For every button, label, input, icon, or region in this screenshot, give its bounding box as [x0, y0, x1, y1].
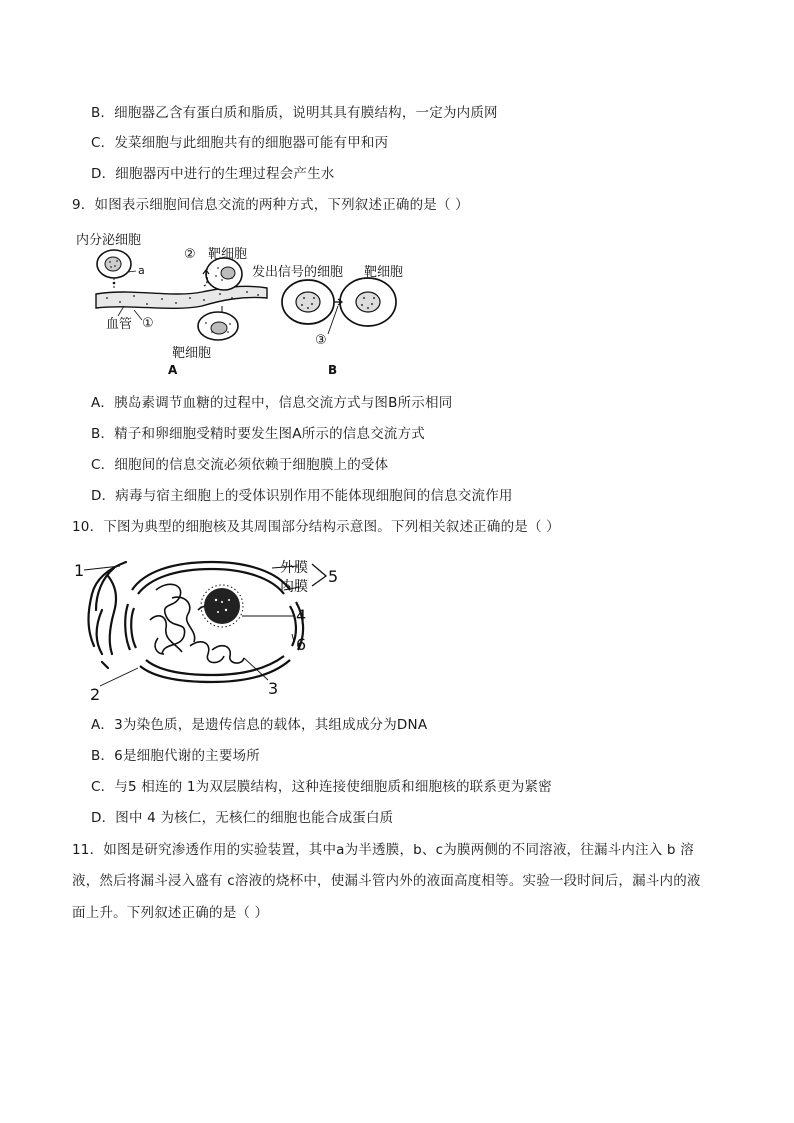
- label-2: 2: [90, 685, 101, 704]
- label-5: 5: [328, 567, 339, 586]
- target-cell-bottom: [198, 306, 238, 340]
- label-3: ③: [315, 333, 327, 348]
- label-6: 6: [296, 635, 307, 654]
- q10-stem: 10．下图为典型的细胞核及其周围部分结构示意图。下列相关叙述正确的是（ ）: [72, 519, 560, 535]
- q8-option-b: B．细胞器乙含有蛋白质和脂质，说明其具有膜结构，一定为内质网: [91, 105, 498, 121]
- label-figure-b: B: [328, 363, 338, 377]
- q8-option-d: D．细胞器丙中进行的生理过程会产生水: [91, 166, 335, 182]
- label-endocrine-cell: 内分泌细胞: [76, 233, 142, 248]
- q11-stem-line-3: 面上升。下列叙述正确的是（ ）: [72, 905, 269, 921]
- target-cell-top: [203, 258, 242, 290]
- q9-option-d: D．病毒与宿主细胞上的受体识别作用不能体现细胞间的信息交流作用: [91, 488, 513, 504]
- label-figure-a: A: [168, 363, 178, 377]
- q10-option-a: A．3为染色质，是遗传信息的载体，其组成成分为DNA: [91, 717, 428, 733]
- label-a: a: [138, 264, 145, 277]
- label-1: ①: [142, 316, 154, 331]
- target-cell-b: [340, 278, 396, 326]
- nucleolus: [201, 585, 243, 627]
- label-2: ②: [184, 247, 196, 262]
- label-target-cell-b: 靶细胞: [364, 265, 404, 280]
- q9-option-a: A．胰岛素调节血糖的过程中，信息交流方式与图B所示相同: [91, 395, 453, 411]
- q10-option-b: B．6是细胞代谢的主要场所: [91, 748, 260, 764]
- q10-option-d: D．图中 4 为核仁，无核仁的细胞也能合成蛋白质: [91, 810, 394, 826]
- q8-option-c: C．发菜细胞与此细胞共有的细胞器可能有甲和丙: [91, 135, 389, 151]
- label-1: 1: [74, 561, 85, 580]
- q9-option-b: B．精子和卵细胞受精时要发生图A所示的信息交流方式: [91, 426, 425, 442]
- blood-vessel: [96, 286, 267, 308]
- label-target-cell-bottom: 靶细胞: [172, 346, 212, 361]
- label-target-cell-top: 靶细胞: [208, 247, 248, 262]
- label-outer-membrane: 外膜: [280, 560, 308, 576]
- q10-nucleus-figure: [72, 550, 342, 705]
- endocrine-cell: [97, 250, 131, 290]
- signal-sending-cell: [282, 280, 334, 324]
- q10-option-c: C．与5 相连的 1为双层膜结构，这种连接使细胞质和细胞核的联系更为紧密: [91, 779, 552, 795]
- label-4: 4: [296, 606, 307, 625]
- q11-stem-line-2: 液，然后将漏斗浸入盛有 c溶液的烧杯中，使漏斗管内外的液面高度相等。实验一段时间后，漏斗内的液: [72, 873, 701, 889]
- label-inner-membrane: 内膜: [280, 579, 308, 595]
- q9-figure: [72, 226, 422, 378]
- q9-option-c: C．细胞间的信息交流必须依赖于细胞膜上的受体: [91, 457, 389, 473]
- q11-stem-line-1: 11．如图是研究渗透作用的实验装置，其中a为半透膜，b、c为膜两侧的不同溶液，往漏斗内注入 b 溶: [72, 842, 694, 858]
- label-signal-sending-cell: 发出信号的细胞: [252, 265, 344, 280]
- q9-stem: 9．如图表示细胞间信息交流的两种方式，下列叙述正确的是（ ）: [72, 197, 469, 213]
- label-3: 3: [268, 679, 279, 698]
- label-blood-vessel: 血管: [106, 317, 133, 332]
- endoplasmic-reticulum: [89, 562, 127, 668]
